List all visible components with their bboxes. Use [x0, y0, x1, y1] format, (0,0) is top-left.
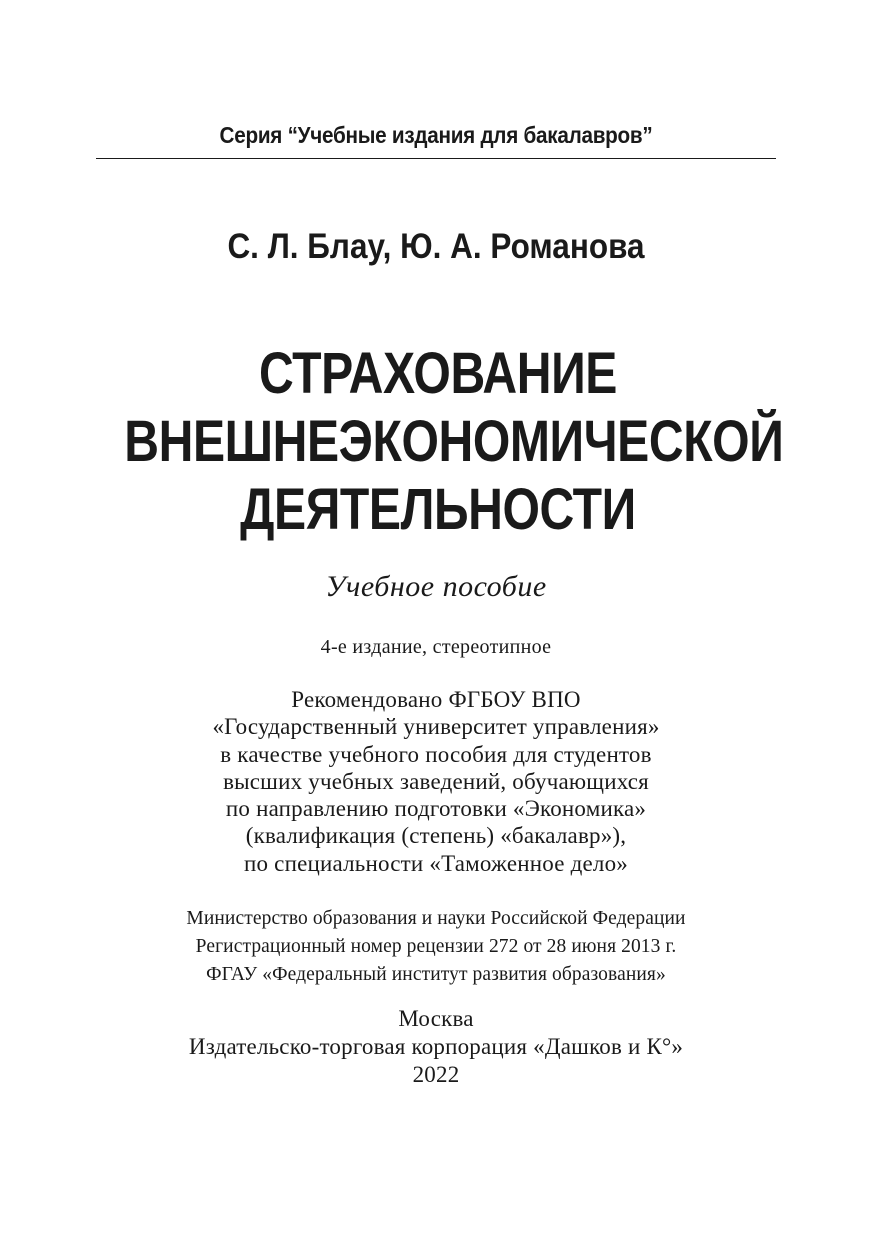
- title-line: СТРАХОВАНИЕ: [259, 341, 617, 406]
- ministry-line: ФГАУ «Федеральный институт развития образования»: [206, 964, 666, 985]
- ministry-block: [96, 905, 776, 989]
- book-subtitle: Учебное пособие: [325, 570, 547, 603]
- recommendation-line: (квалификация (степень) «бакалавр»),: [245, 823, 627, 849]
- recommendation-block: [96, 686, 776, 877]
- publication-year: 2022: [412, 1062, 460, 1087]
- book-title: [60, 340, 816, 544]
- recommendation-line: Рекомендовано ФГБОУ ВПО: [291, 687, 581, 712]
- ministry-line: Регистрационный номер рецензии 272 от 28 июня 2013 г.: [195, 936, 677, 957]
- ministry-line: Министерство образования и науки Российской Федерации: [186, 908, 686, 929]
- recommendation-line: по направлению подготовки «Экономика»: [225, 796, 647, 822]
- publisher-block: [96, 1005, 776, 1089]
- book-authors: С. Л. Блау, Ю. А. Романова: [227, 227, 645, 266]
- series-heading: Серия “Учебные издания для бакалавров”: [219, 122, 653, 148]
- edition-note: 4-е издание, стереотипное: [320, 636, 552, 658]
- series-divider: [96, 158, 776, 159]
- publisher-city: Москва: [398, 1006, 474, 1031]
- title-line: ВНЕШНЕЭКОНОМИЧЕСКОЙ: [124, 409, 784, 474]
- recommendation-line: по специальности «Таможенное дело»: [244, 850, 628, 876]
- title-line: ДЕЯТЕЛЬНОСТИ: [240, 477, 636, 542]
- recommendation-line: высших учебных заведений, обучающихся: [223, 768, 649, 794]
- publisher-name: Издательско-торговая корпорация «Дашков и К°»: [188, 1034, 684, 1059]
- recommendation-line: «Государственный университет управления»: [212, 714, 660, 740]
- recommendation-line: в качестве учебного пособия для студентов: [220, 741, 652, 767]
